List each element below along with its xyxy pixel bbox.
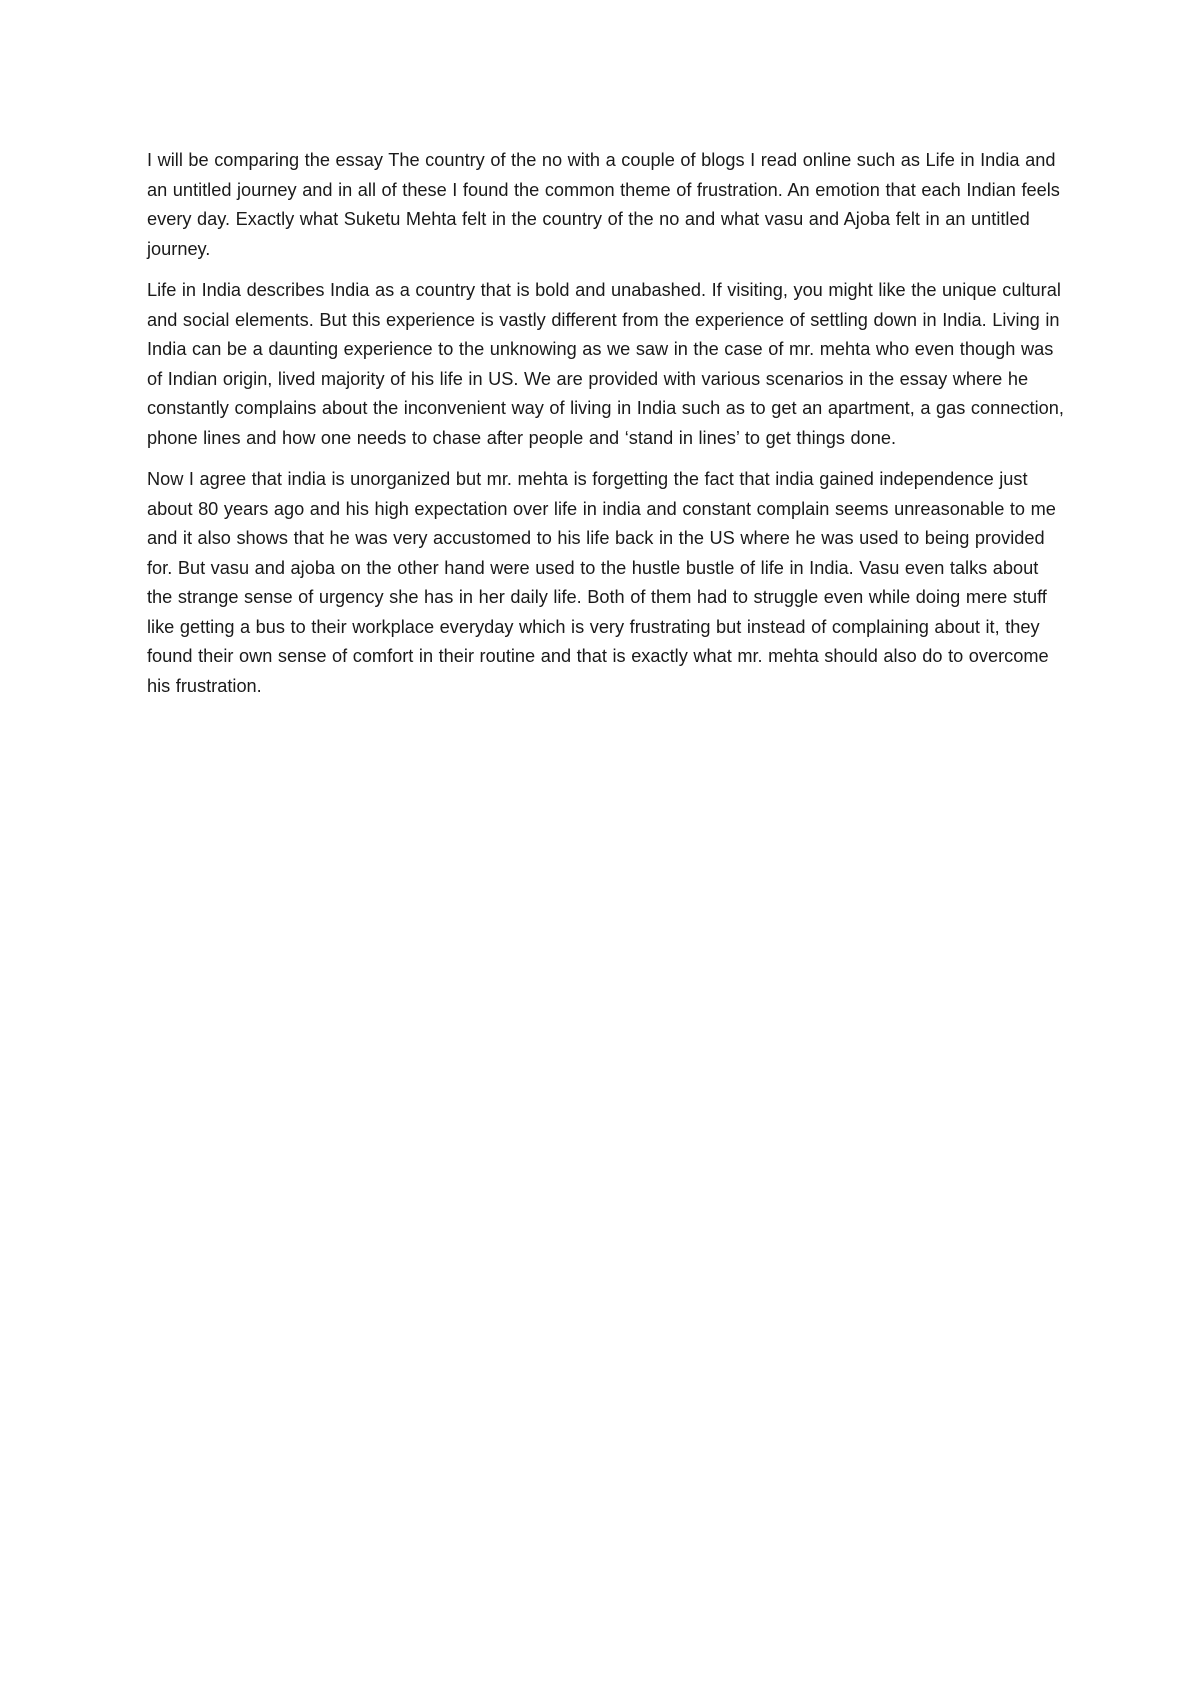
paragraph-2: Life in India describes India as a country that is bold and unabashed. If visiting, you might like the unique cultural and social elements. But this experience is vastly different from the experience of settling down in India. Living in India can be a daunting experience to the unknowing as we saw in the case of mr. mehta who even though was of Indian origin, lived majority of his life in US. We are provided with various scenarios in the essay where he constantly complains about the inconvenient way of living in India such as to get an apartment, a gas connection, phone lines and how one needs to chase after people and ‘stand in lines’ to get things done.	[147, 280, 1064, 448]
paragraph-3: Now I agree that india is unorganized but mr. mehta is forgetting the fact that india gained independence just about 80 years ago and his high expectation over life in india and constant complain seems unreasonable to me and it also shows that he was very accustomed to his life back in the US where he was used to being provided for. But vasu and ajoba on the other hand were used to the hustle bustle of life in India. Vasu even talks about the strange sense of urgency she has in her daily life. Both of them had to struggle even while doing mere stuff like getting a bus to their workplace everyday which is very frustrating but instead of complaining about it, they found their own sense of comfort in their routine and that is exactly what mr. mehta should also do to overcome his frustration.	[147, 469, 1056, 696]
document-body	[147, 146, 1067, 713]
paragraph-1: I will be comparing the essay The country of the no with a couple of blogs I read online such as Life in India and an untitled journey and in all of these I found the common theme of frustration. An emotion that each Indian feels every day. Exactly what Suketu Mehta felt in the country of the no and what vasu and Ajoba felt in an untitled journey.	[147, 150, 1060, 259]
